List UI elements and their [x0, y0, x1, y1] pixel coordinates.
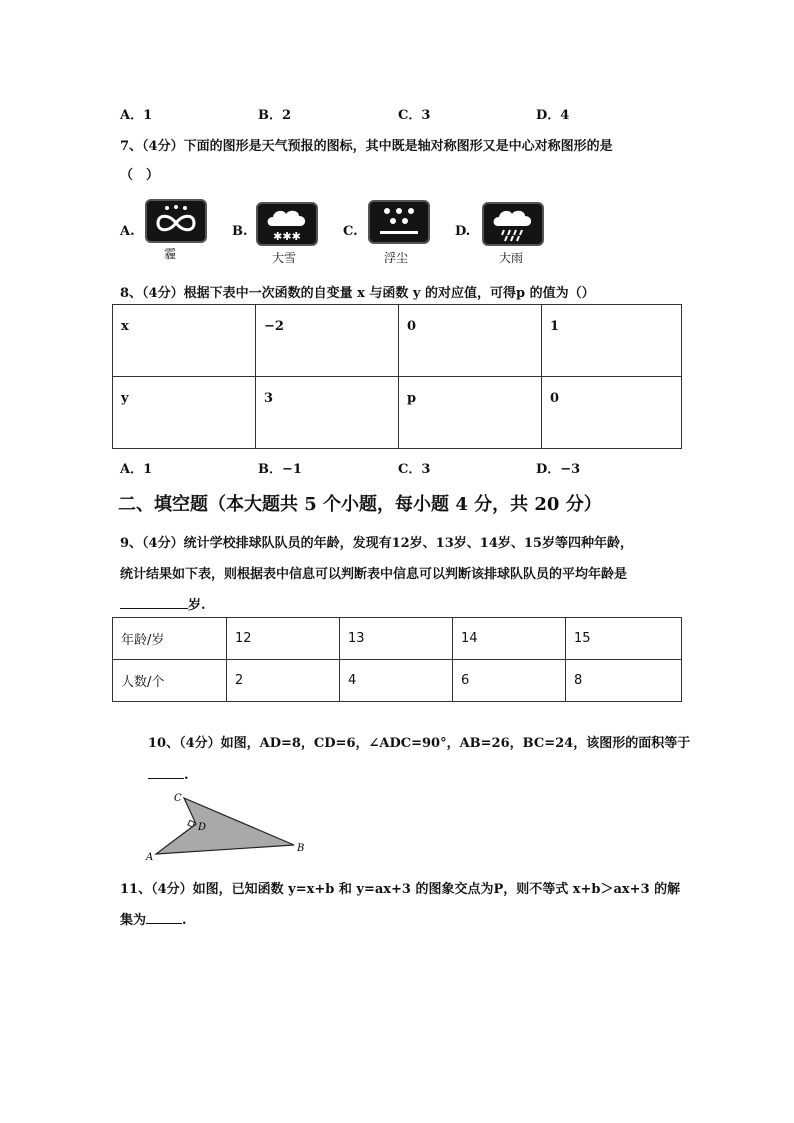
q8-option-b: B．−1 — [258, 462, 302, 477]
table-cell: 14 — [453, 618, 566, 660]
q7-option-d-letter: D. — [455, 224, 471, 239]
section-title: 二、填空题（本大题共 5 个小题，每小题 4 分，共 20 分） — [118, 494, 602, 515]
point-label-b: B — [297, 843, 305, 854]
table-cell: 年龄/岁 — [113, 618, 227, 660]
q10-line1: 10、（4分）如图，AD=8，CD=6，∠ADC=90°，AB=26，BC=24，该图形的面积等于 — [148, 736, 691, 751]
table-cell: −2 — [256, 305, 399, 377]
q9-suffix: 岁. — [188, 598, 206, 613]
table-cell: y — [113, 377, 256, 449]
q7-option-d-label: 大雨 — [499, 251, 524, 265]
q6-option-c: C．3 — [398, 108, 431, 123]
q6-option-a: A．1 — [120, 108, 153, 123]
table-row — [113, 618, 682, 660]
table-cell: 1 — [542, 305, 682, 377]
q11-suffix: . — [182, 913, 187, 928]
heavy-snow-icon — [256, 202, 318, 246]
q9-answer-line — [120, 594, 206, 613]
q7-option-a-label: 霾 — [164, 247, 177, 261]
table-cell: 人数/个 — [113, 660, 227, 702]
point-label-c: C — [174, 793, 182, 804]
q8-option-a: A．1 — [120, 462, 153, 477]
table-cell: 8 — [566, 660, 682, 702]
table-cell: 3 — [256, 377, 399, 449]
table-row — [113, 660, 682, 702]
answer-blank[interactable] — [146, 909, 182, 924]
q7-option-c-letter: C. — [343, 224, 358, 239]
floating-dust-icon — [368, 200, 430, 244]
table-cell: 4 — [340, 660, 453, 702]
q11-line1: 11、（4分）如图，已知函数 y=x+b 和 y=ax+3 的图象交点为P，则不等式 x+b＞ax+3 的解 — [120, 882, 681, 897]
q9-line2: 统计结果如下表，则根据表中信息可以判断表中信息可以判断该排球队队员的平均年龄是 — [120, 567, 628, 582]
q8-stem: 8、（4分）根据下表中一次函数的自变量 x 与函数 y 的对应值，可得p 的值为（） — [120, 286, 595, 301]
q10-triangle-figure — [140, 788, 320, 864]
point-label-a: A — [146, 852, 154, 863]
answer-blank[interactable] — [148, 764, 184, 779]
q7-option-b-label: 大雪 — [272, 251, 297, 265]
q10-answer-line — [148, 764, 189, 783]
hail-icon — [145, 199, 207, 243]
heavy-rain-icon — [482, 202, 544, 246]
table-row — [113, 377, 682, 449]
q8-option-d: D．−3 — [536, 462, 581, 477]
table-cell: 15 — [566, 618, 682, 660]
q7-option-c-label: 浮尘 — [384, 251, 409, 265]
q7-paren: （ ） — [120, 168, 160, 183]
q6-option-b: B．2 — [258, 108, 292, 123]
table-row — [113, 305, 682, 377]
table-cell: 13 — [340, 618, 453, 660]
shaded-quadrilateral — [156, 798, 294, 854]
q6-option-d: D．4 — [536, 108, 570, 123]
table-cell: 0 — [542, 377, 682, 449]
q9-table — [112, 617, 682, 702]
svg-text:✱✱✱: ✱✱✱ — [273, 230, 301, 243]
table-cell: 2 — [227, 660, 340, 702]
answer-blank[interactable] — [120, 594, 188, 609]
q11-line2-wrap — [120, 909, 187, 928]
q7-stem: 7、（4分）下面的图形是天气预报的图标，其中既是轴对称图形又是中心对称图形的是 — [120, 139, 613, 154]
q8-table — [112, 304, 682, 449]
q8-option-c: C．3 — [398, 462, 431, 477]
point-label-d: D — [198, 822, 207, 833]
q7-option-a-letter: A. — [120, 224, 135, 239]
q9-line1: 9、（4分）统计学校排球队队员的年龄，发现有12岁、13岁、14岁、15岁等四种年龄， — [120, 536, 633, 551]
table-cell: x — [113, 305, 256, 377]
table-cell: 6 — [453, 660, 566, 702]
q11-line2: 集为 — [120, 913, 147, 928]
table-cell: 0 — [399, 305, 542, 377]
q7-option-b-letter: B. — [232, 224, 248, 239]
table-cell: 12 — [227, 618, 340, 660]
q10-suffix: . — [184, 768, 189, 783]
table-cell: p — [399, 377, 542, 449]
